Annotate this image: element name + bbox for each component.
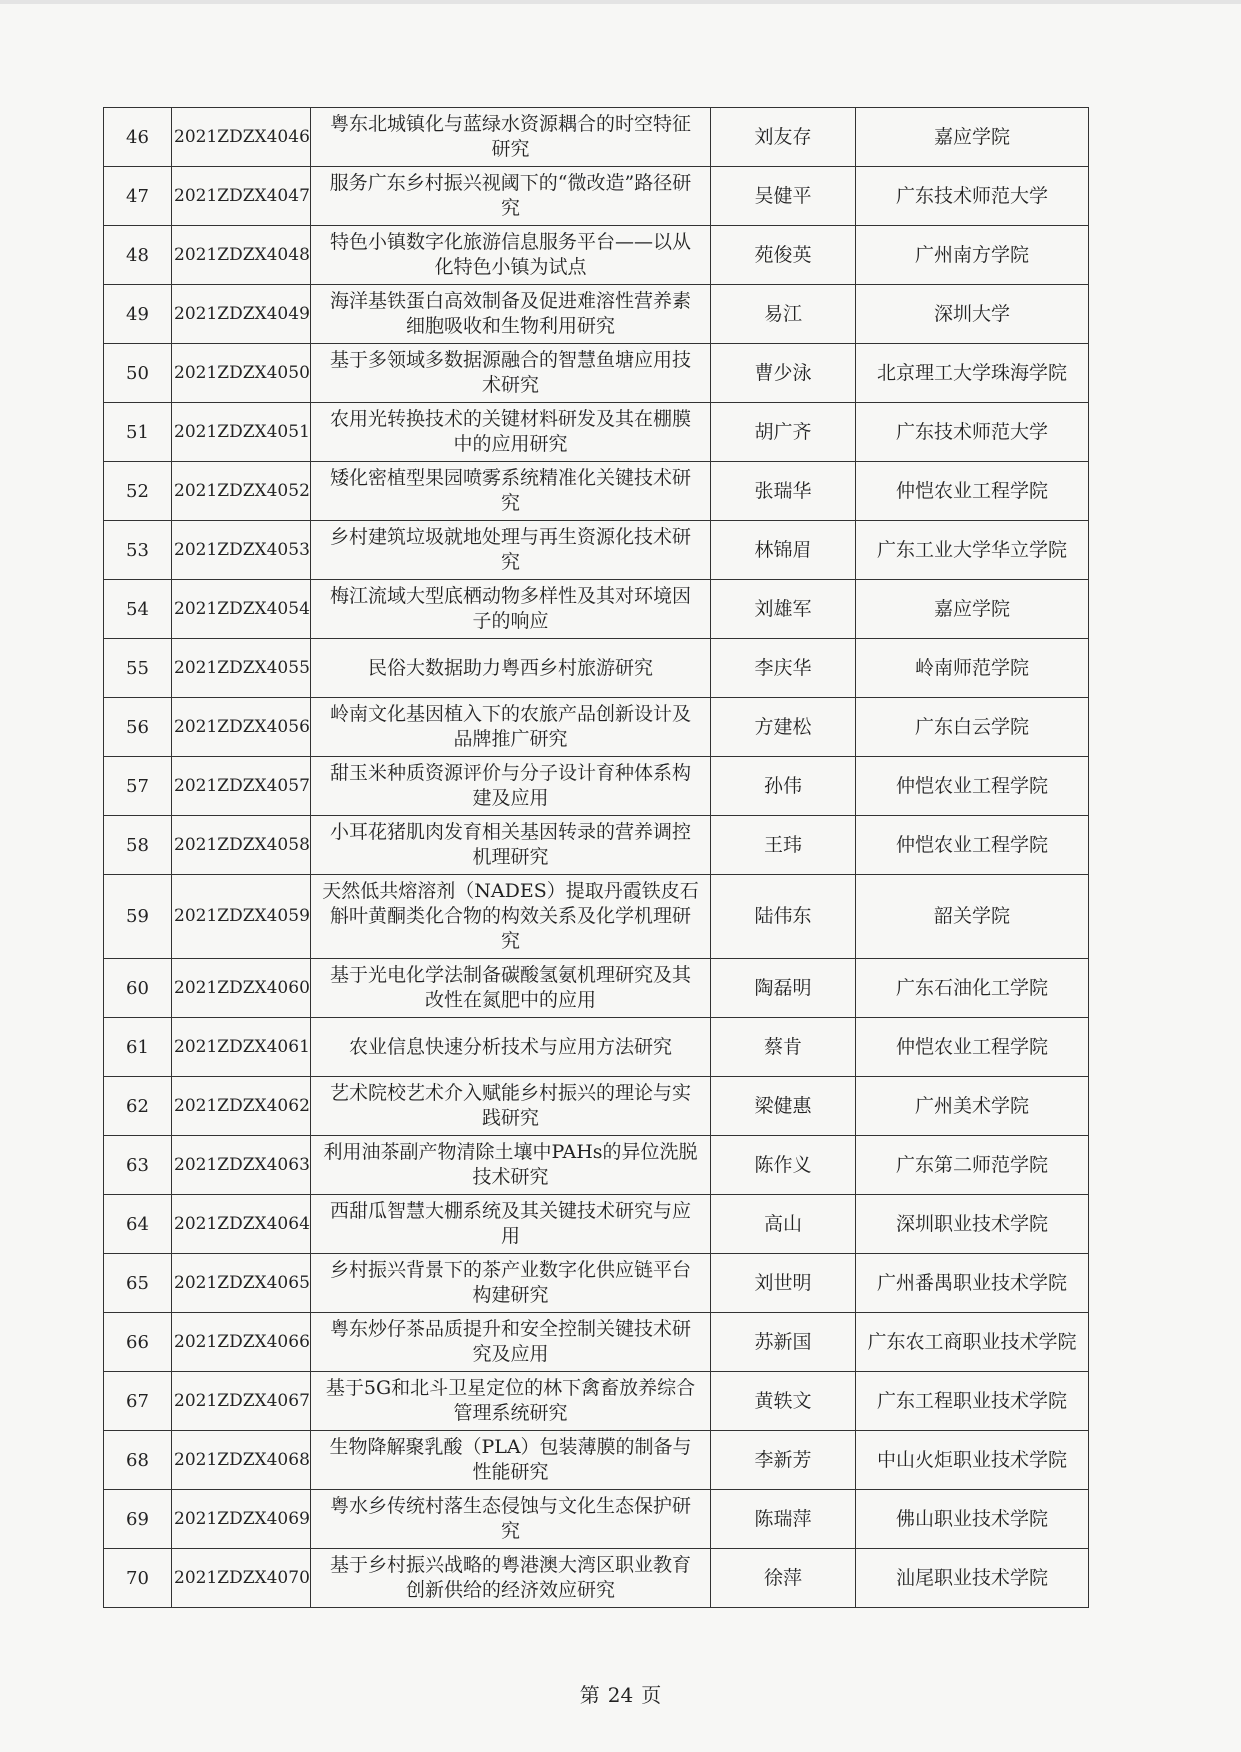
table-row [104,1195,1089,1254]
project-leader: 苑俊英 [711,226,856,285]
project-leader: 李新芳 [711,1431,856,1490]
project-unit: 嘉应学院 [856,108,1089,167]
project-code: 2021ZDZX4070 [172,1549,311,1608]
row-number: 61 [104,1018,172,1077]
page-footer [0,1679,1241,1708]
project-leader: 刘友存 [711,108,856,167]
project-title: 基于乡村振兴战略的粤港澳大湾区职业教育创新供给的经济效应研究 [311,1549,711,1608]
row-number: 64 [104,1195,172,1254]
project-title: 乡村建筑垃圾就地处理与再生资源化技术研究 [311,521,711,580]
table-row [104,226,1089,285]
row-number: 48 [104,226,172,285]
project-unit: 广东技术师范大学 [856,167,1089,226]
project-unit: 广东第二师范学院 [856,1136,1089,1195]
project-title: 粤水乡传统村落生态侵蚀与文化生态保护研究 [311,1490,711,1549]
project-code: 2021ZDZX4067 [172,1372,311,1431]
table-row [104,344,1089,403]
row-number: 60 [104,959,172,1018]
project-code: 2021ZDZX4068 [172,1431,311,1490]
project-code: 2021ZDZX4063 [172,1136,311,1195]
project-title: 西甜瓜智慧大棚系统及其关键技术研究与应用 [311,1195,711,1254]
project-table [103,107,1089,1608]
project-code: 2021ZDZX4065 [172,1254,311,1313]
project-leader: 蔡肯 [711,1018,856,1077]
project-code: 2021ZDZX4060 [172,959,311,1018]
project-title: 矮化密植型果园喷雾系统精准化关键技术研究 [311,462,711,521]
table-row [104,1431,1089,1490]
row-number: 49 [104,285,172,344]
project-unit: 北京理工大学珠海学院 [856,344,1089,403]
row-number: 67 [104,1372,172,1431]
table-row [104,1018,1089,1077]
row-number: 62 [104,1077,172,1136]
project-leader: 梁健惠 [711,1077,856,1136]
project-leader: 刘世明 [711,1254,856,1313]
project-unit: 广东白云学院 [856,698,1089,757]
table-row [104,1490,1089,1549]
project-unit: 仲恺农业工程学院 [856,816,1089,875]
project-code: 2021ZDZX4050 [172,344,311,403]
row-number: 63 [104,1136,172,1195]
project-title: 乡村振兴背景下的茶产业数字化供应链平台构建研究 [311,1254,711,1313]
project-code: 2021ZDZX4062 [172,1077,311,1136]
table-row [104,285,1089,344]
project-code: 2021ZDZX4049 [172,285,311,344]
project-unit: 汕尾职业技术学院 [856,1549,1089,1608]
table-row [104,959,1089,1018]
table-row [104,1077,1089,1136]
project-leader: 王玮 [711,816,856,875]
project-leader: 高山 [711,1195,856,1254]
table-row [104,757,1089,816]
table-row [104,698,1089,757]
row-number: 53 [104,521,172,580]
project-unit: 仲恺农业工程学院 [856,757,1089,816]
table-row [104,816,1089,875]
project-unit: 广东工业大学华立学院 [856,521,1089,580]
row-number: 46 [104,108,172,167]
row-number: 55 [104,639,172,698]
project-unit: 广州美术学院 [856,1077,1089,1136]
page-number: 24 [607,1683,634,1707]
project-leader: 徐萍 [711,1549,856,1608]
project-unit: 广东农工商职业技术学院 [856,1313,1089,1372]
project-code: 2021ZDZX4047 [172,167,311,226]
row-number: 56 [104,698,172,757]
project-unit: 广东工程职业技术学院 [856,1372,1089,1431]
project-unit: 广州番禺职业技术学院 [856,1254,1089,1313]
project-title: 甜玉米种质资源评价与分子设计育种体系构建及应用 [311,757,711,816]
project-title: 海洋基铁蛋白高效制备及促进难溶性营养素细胞吸收和生物利用研究 [311,285,711,344]
project-code: 2021ZDZX4054 [172,580,311,639]
project-leader: 胡广齐 [711,403,856,462]
project-title: 天然低共熔溶剂（NADES）提取丹霞铁皮石斛叶黄酮类化合物的构效关系及化学机理研究 [311,875,711,959]
project-title: 基于多领域多数据源融合的智慧鱼塘应用技术研究 [311,344,711,403]
row-number: 68 [104,1431,172,1490]
project-title: 农用光转换技术的关键材料研发及其在棚膜中的应用研究 [311,403,711,462]
project-code: 2021ZDZX4056 [172,698,311,757]
project-code: 2021ZDZX4053 [172,521,311,580]
project-title: 生物降解聚乳酸（PLA）包装薄膜的制备与性能研究 [311,1431,711,1490]
project-code: 2021ZDZX4051 [172,403,311,462]
project-code: 2021ZDZX4059 [172,875,311,959]
table-row [104,639,1089,698]
project-unit: 韶关学院 [856,875,1089,959]
table-row [104,1372,1089,1431]
row-number: 50 [104,344,172,403]
project-leader: 易江 [711,285,856,344]
project-leader: 李庆华 [711,639,856,698]
project-unit: 深圳大学 [856,285,1089,344]
table-row [104,1313,1089,1372]
project-title: 农业信息快速分析技术与应用方法研究 [311,1018,711,1077]
project-title: 服务广东乡村振兴视阈下的“微改造”路径研究 [311,167,711,226]
project-leader: 吴健平 [711,167,856,226]
row-number: 65 [104,1254,172,1313]
project-title: 小耳花猪肌肉发育相关基因转录的营养调控机理研究 [311,816,711,875]
table-row [104,167,1089,226]
row-number: 66 [104,1313,172,1372]
row-number: 52 [104,462,172,521]
project-title: 民俗大数据助力粤西乡村旅游研究 [311,639,711,698]
project-leader: 陶磊明 [711,959,856,1018]
project-leader: 方建松 [711,698,856,757]
project-code: 2021ZDZX4057 [172,757,311,816]
project-leader: 陆伟东 [711,875,856,959]
project-leader: 黄轶文 [711,1372,856,1431]
row-number: 59 [104,875,172,959]
project-title: 基于光电化学法制备碳酸氢氨机理研究及其改性在氮肥中的应用 [311,959,711,1018]
table-row [104,580,1089,639]
project-code: 2021ZDZX4064 [172,1195,311,1254]
page-number-suffix: 页 [641,1683,662,1707]
table-row [104,875,1089,959]
project-leader: 苏新国 [711,1313,856,1372]
project-unit: 岭南师范学院 [856,639,1089,698]
project-unit: 佛山职业技术学院 [856,1490,1089,1549]
project-leader: 孙伟 [711,757,856,816]
project-title: 基于5G和北斗卫星定位的林下禽畜放养综合管理系统研究 [311,1372,711,1431]
table-row [104,403,1089,462]
row-number: 70 [104,1549,172,1608]
project-code: 2021ZDZX4046 [172,108,311,167]
project-code: 2021ZDZX4058 [172,816,311,875]
project-unit: 中山火炬职业技术学院 [856,1431,1089,1490]
project-leader: 陈瑞萍 [711,1490,856,1549]
table-row [104,462,1089,521]
project-table-body [104,108,1089,1608]
project-leader: 林锦眉 [711,521,856,580]
row-number: 57 [104,757,172,816]
page-number-prefix: 第 [579,1683,600,1707]
project-unit: 广东技术师范大学 [856,403,1089,462]
project-code: 2021ZDZX4066 [172,1313,311,1372]
project-leader: 曹少泳 [711,344,856,403]
row-number: 54 [104,580,172,639]
row-number: 51 [104,403,172,462]
project-unit: 广东石油化工学院 [856,959,1089,1018]
table-row [104,1254,1089,1313]
project-leader: 张瑞华 [711,462,856,521]
row-number: 47 [104,167,172,226]
project-title: 粤东北城镇化与蓝绿水资源耦合的时空特征研究 [311,108,711,167]
project-leader: 陈作义 [711,1136,856,1195]
page-edge [0,0,1241,4]
project-title: 梅江流域大型底栖动物多样性及其对环境因子的响应 [311,580,711,639]
project-code: 2021ZDZX4052 [172,462,311,521]
row-number: 58 [104,816,172,875]
project-unit: 仲恺农业工程学院 [856,1018,1089,1077]
table-row [104,108,1089,167]
project-leader: 刘雄军 [711,580,856,639]
project-title: 粤东炒仔茶品质提升和安全控制关键技术研究及应用 [311,1313,711,1372]
table-row [104,1136,1089,1195]
project-code: 2021ZDZX4061 [172,1018,311,1077]
table-row [104,1549,1089,1608]
project-title: 利用油茶副产物清除土壤中PAHs的异位洗脱技术研究 [311,1136,711,1195]
project-code: 2021ZDZX4055 [172,639,311,698]
table-row [104,521,1089,580]
project-code: 2021ZDZX4069 [172,1490,311,1549]
project-code: 2021ZDZX4048 [172,226,311,285]
project-title: 岭南文化基因植入下的农旅产品创新设计及品牌推广研究 [311,698,711,757]
project-title: 特色小镇数字化旅游信息服务平台——以从化特色小镇为试点 [311,226,711,285]
row-number: 69 [104,1490,172,1549]
project-title: 艺术院校艺术介入赋能乡村振兴的理论与实践研究 [311,1077,711,1136]
project-unit: 嘉应学院 [856,580,1089,639]
project-unit: 仲恺农业工程学院 [856,462,1089,521]
project-unit: 深圳职业技术学院 [856,1195,1089,1254]
project-unit: 广州南方学院 [856,226,1089,285]
